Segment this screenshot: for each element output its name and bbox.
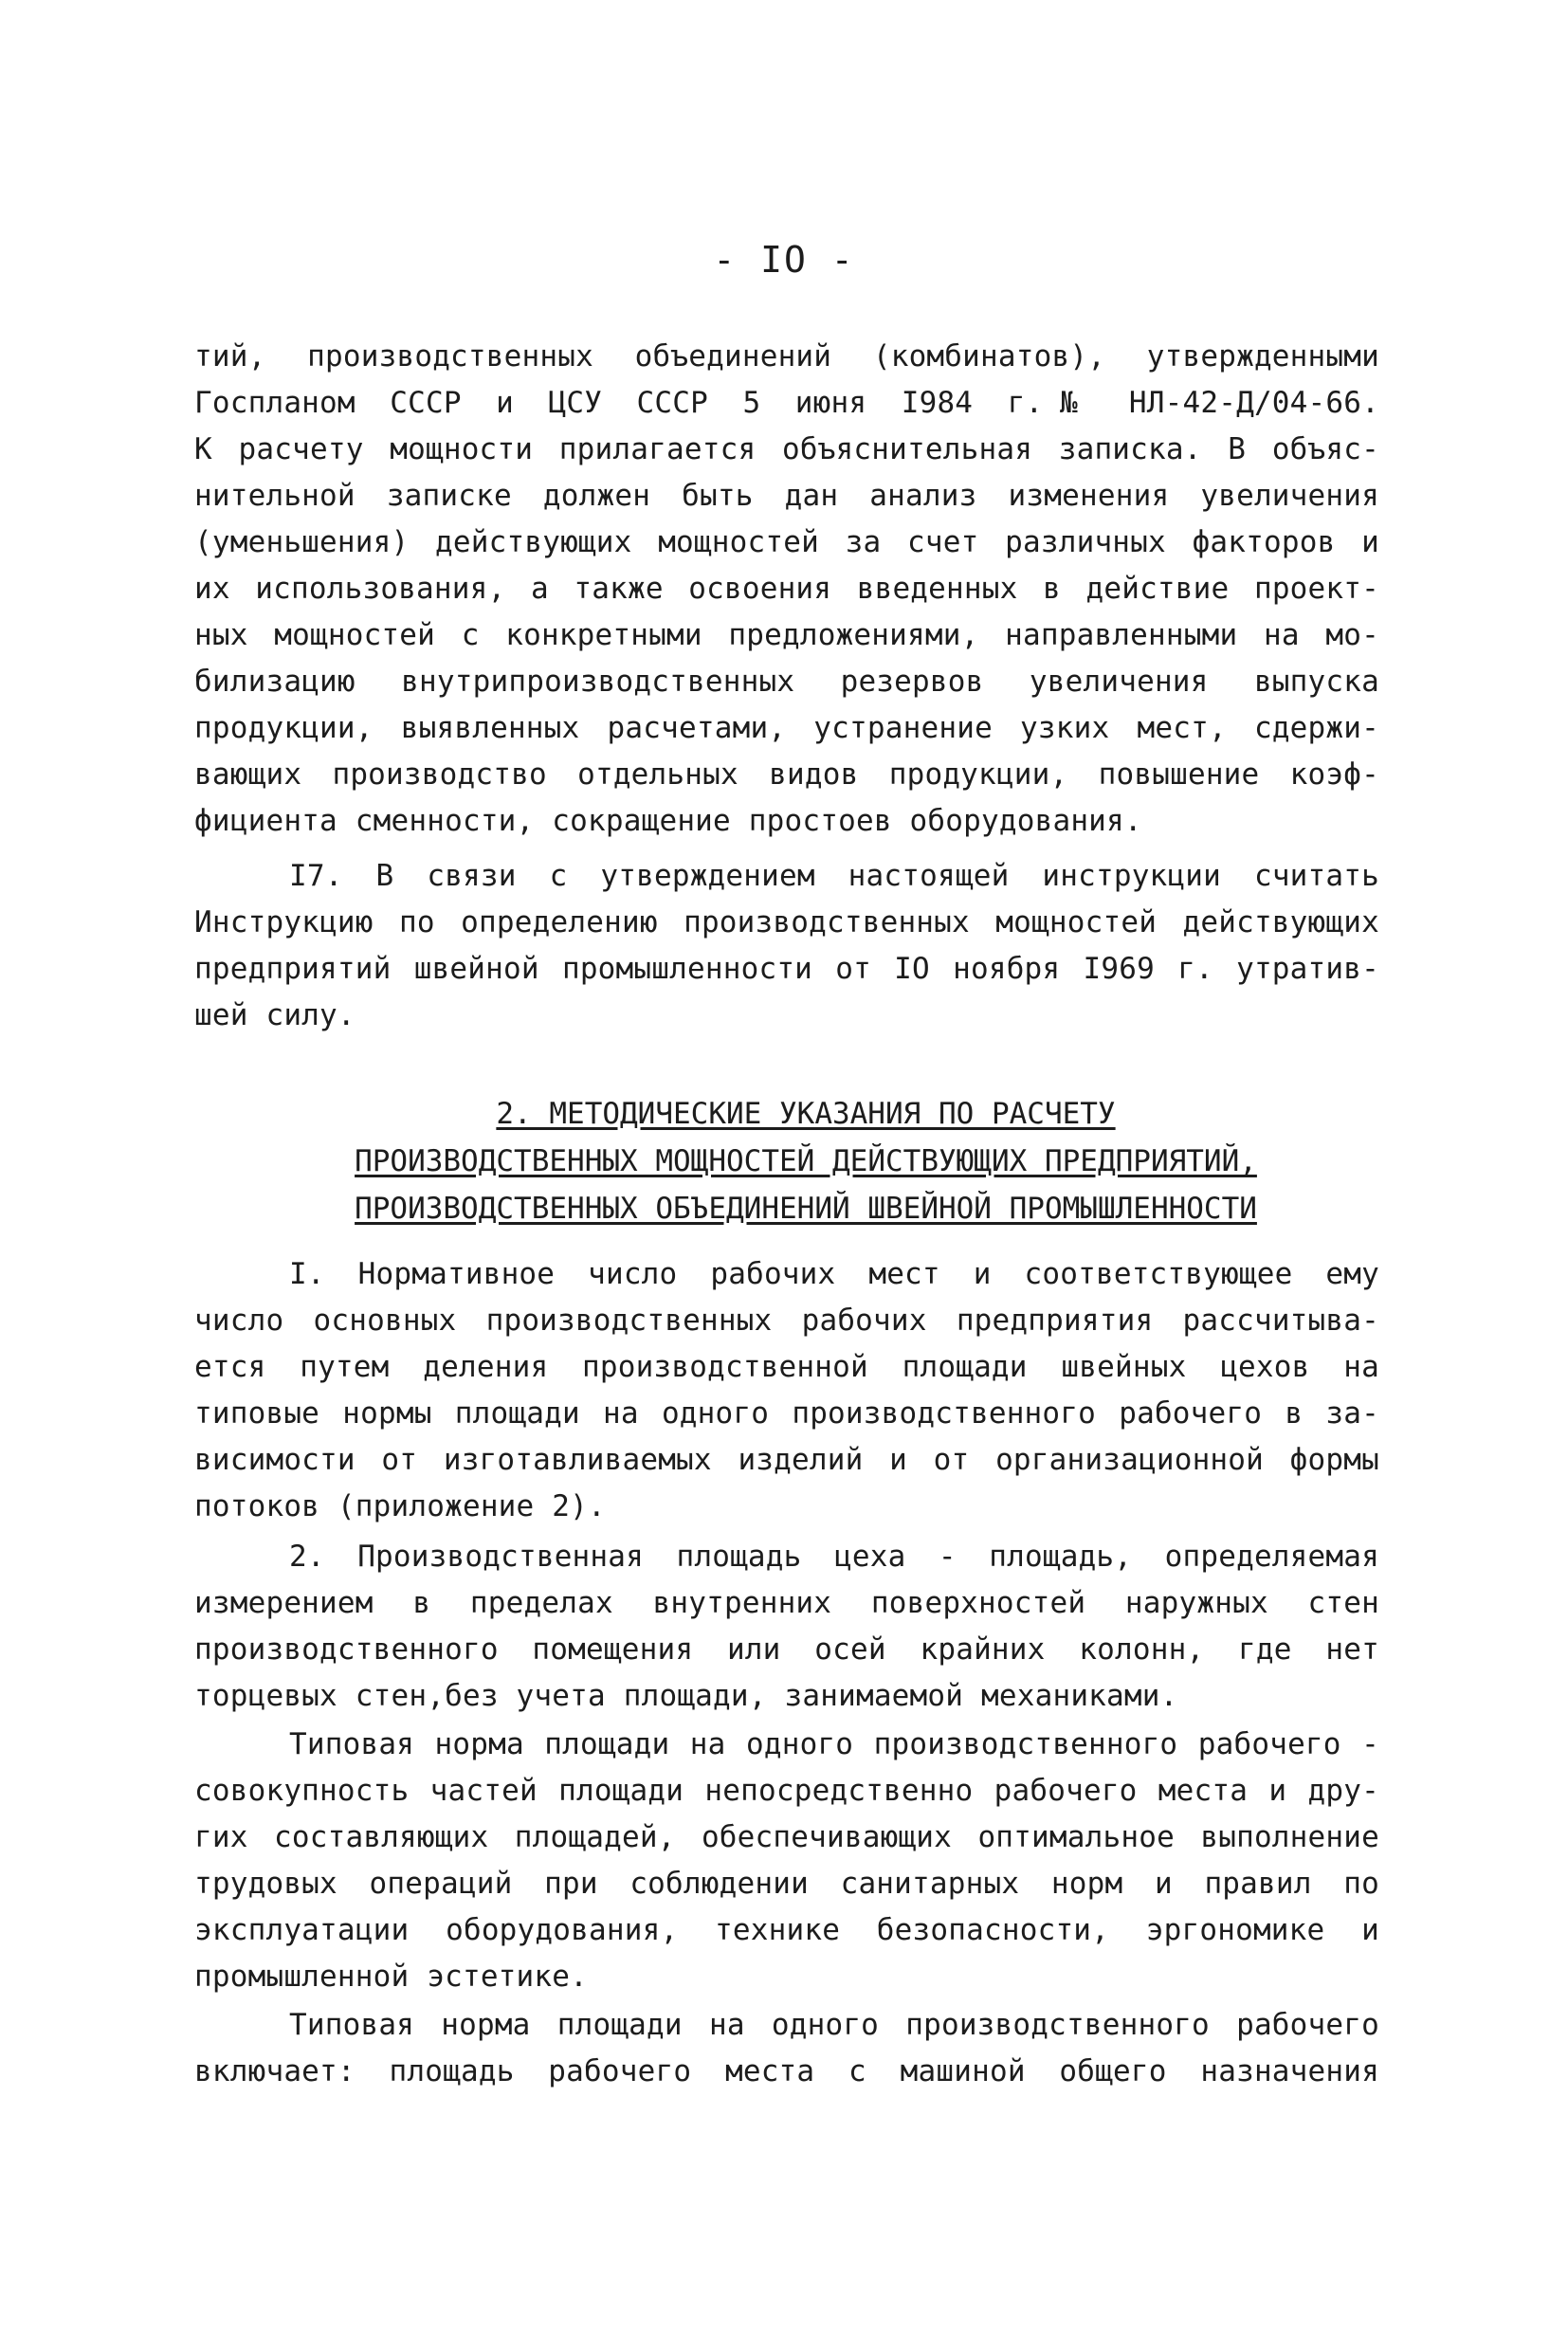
text-line: Типовая норма площади на одного производственного рабочего -: [289, 1727, 1379, 1761]
text-line: тий, производственных объединений (комбинатов), утвержденными: [194, 339, 1379, 374]
text-line: I7. В связи с утверждением настоящей инструкции считать: [289, 859, 1379, 893]
text-line: эксплуатации оборудования, технике безопасности, эргономике и: [194, 1913, 1379, 1947]
text-line: фициента сменности, сокращение простоев оборудования.: [194, 804, 1142, 838]
text-line: торцевых стен,без учета площади, занимаемой механиками.: [194, 1679, 1178, 1713]
section-heading: [284, 1090, 1327, 1232]
text-line: 2. Производственная площадь цеха - площадь, определяемая: [289, 1540, 1379, 1574]
paragraph-includes: [194, 2002, 1379, 2095]
text-line: Госпланом СССР и ЦСУ СССР 5 июня I984 г.№ НЛ-42-Д/04-66.: [194, 386, 1379, 420]
heading-line-text: ПРОИЗВОДСТВЕННЫХ МОЩНОСТЕЙ ДЕЙСТВУЮЩИХ ПРЕДПРИЯТИЙ,: [355, 1144, 1257, 1178]
item-1: [194, 1251, 1379, 1530]
text-line: совокупность частей площади непосредственно рабочего места и дру-: [194, 1774, 1379, 1808]
heading-line-text: ПРОИЗВОДСТВЕННЫХ ОБЪЕДИНЕНИЙ ШВЕЙНОЙ ПРОМЫШЛЕННОСТИ: [355, 1192, 1257, 1226]
paragraph-17: [194, 853, 1379, 1039]
text-line: гих составляющих площадей, обеспечивающих оптимальное выполнение: [194, 1820, 1379, 1854]
text-line: билизацию внутрипроизводственных резервов увеличения выпуска: [194, 665, 1379, 699]
heading-line: [284, 1185, 1327, 1232]
text-line: число основных производственных рабочих предприятия рассчитыва-: [194, 1304, 1379, 1338]
text-line: висимости от изготавливаемых изделий и от организационной формы: [194, 1443, 1379, 1477]
text-line: их использования, а также освоения введенных в действие проект-: [194, 572, 1379, 606]
text-line: измерением в пределах внутренних поверхностей наружных стен: [194, 1586, 1379, 1620]
text-line: потоков (приложение 2).: [194, 1489, 606, 1523]
paragraph-typical-norm: [194, 1722, 1379, 2000]
page-number: - IO -: [713, 239, 855, 281]
text-line: вающих производство отдельных видов продукции, повышение коэф-: [194, 757, 1379, 792]
text-line: нительной записке должен быть дан анализ изменения увеличения: [194, 479, 1379, 513]
text-line: типовые нормы площади на одного производственного рабочего в за-: [194, 1396, 1379, 1431]
paragraph-continuation: [194, 334, 1379, 845]
text-line: продукции, выявленных расчетами, устранение узких мест, сдержи-: [194, 711, 1379, 745]
text-line: производственного помещения или осей крайних колонн, где нет: [194, 1632, 1379, 1667]
text-line: К расчету мощности прилагается объяснительная записка. В объяс-: [194, 432, 1379, 466]
text-line: ных мощностей с конкретными предложениями, направленными на мо-: [194, 618, 1379, 652]
text-line: Типовая норма площади на одного производственного рабочего: [289, 2008, 1379, 2042]
heading-line: [284, 1138, 1327, 1185]
text-line: шей силу.: [194, 998, 356, 1032]
text-line: (уменьшения) действующих мощностей за счет различных факторов и: [194, 525, 1379, 559]
heading-line: [284, 1090, 1327, 1138]
text-line: предприятий швейной промышленности от IO ноября I969 г. утратив-: [194, 952, 1379, 986]
text-line: трудовых операций при соблюдении санитарных норм и правил по: [194, 1867, 1379, 1901]
heading-line-text: 2. МЕТОДИЧЕСКИЕ УКАЗАНИЯ ПО РАСЧЕТУ: [496, 1097, 1116, 1131]
text-line: I. Нормативное число рабочих мест и соответствующее ему: [289, 1257, 1379, 1291]
item-2: [194, 1534, 1379, 1720]
text-line: включает: площадь рабочего места с машиной общего назначения: [194, 2054, 1379, 2088]
text-line: ется путем деления производственной площади швейных цехов на: [194, 1350, 1379, 1384]
text-line: промышленной эстетике.: [194, 1960, 588, 1994]
text-line: Инструкцию по определению производственных мощностей действующих: [194, 905, 1379, 939]
